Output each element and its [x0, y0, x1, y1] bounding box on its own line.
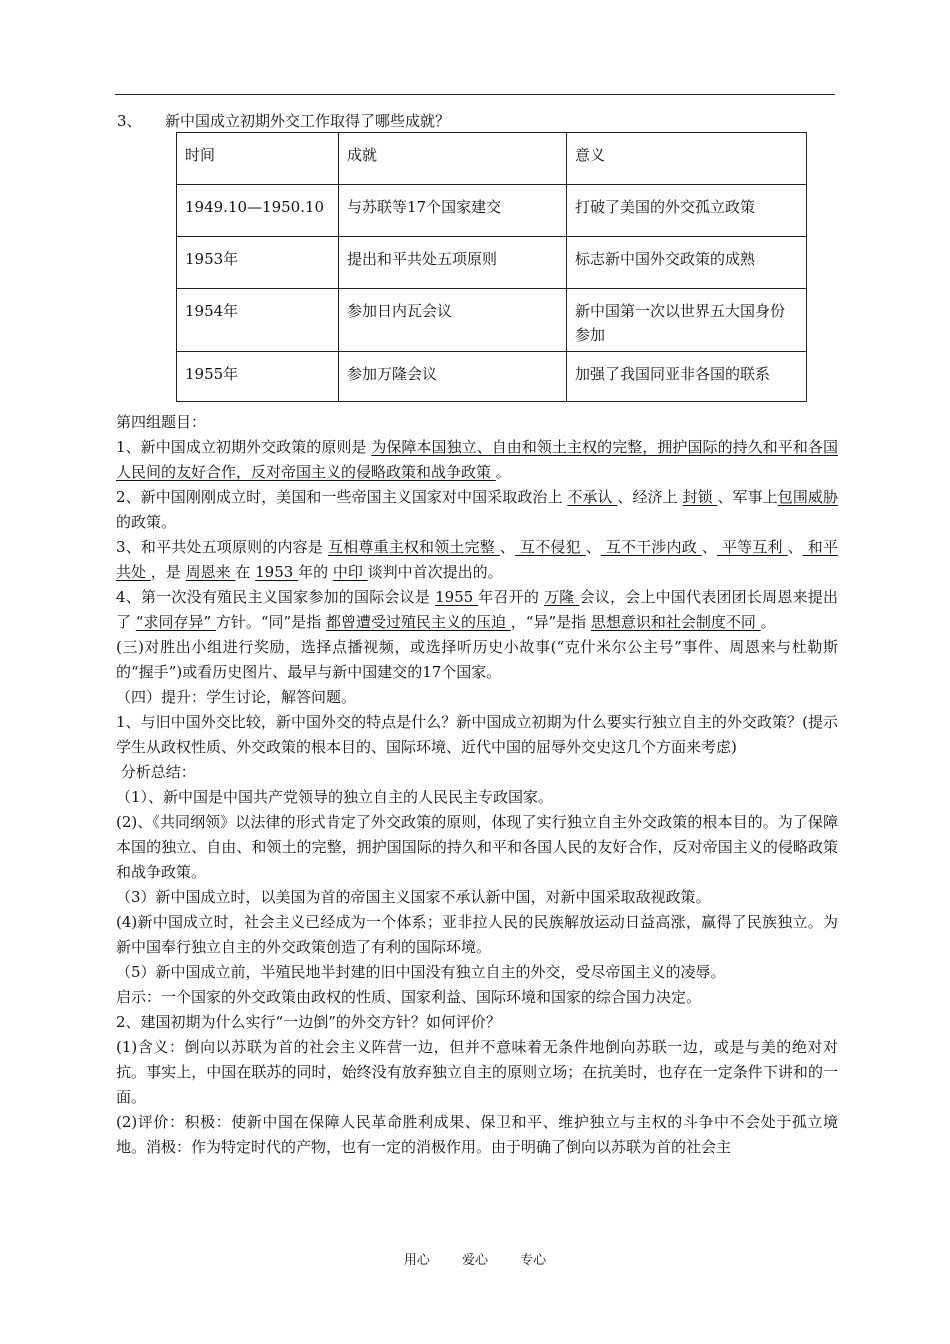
table-header-cell: 成就	[339, 133, 567, 185]
table-cell: 提出和平共处五项原则	[339, 237, 567, 289]
paragraph: 分析总结：	[116, 763, 196, 781]
table-row	[177, 352, 807, 402]
table-cell: 打破了美国的外交孤立政策	[567, 185, 807, 237]
q1-answer: 为保障本国独立、自由和领土主权的完整，拥护国际的持久和平和各国人民间的友好合作，反对帝国主义的侵略政策和战争政策	[116, 438, 838, 481]
footer-word: 用心	[403, 1253, 430, 1268]
q2-text: 2、新中国刚刚成立时，美国和一些帝国主义国家对中国采取政治上	[116, 488, 568, 506]
table-cell: 新中国第一次以世界五大国身份参加	[567, 289, 807, 352]
q4-end: 。	[760, 613, 776, 631]
table-cell: 参加万隆会议	[339, 352, 567, 402]
table-header-cell: 意义	[567, 133, 807, 185]
q4-text-4: 方针。“同”是指	[215, 613, 326, 631]
paragraph: (4)新中国成立时，社会主义已经成为一个体系；亚非拉人民的民族解放运动日益高涨，赢得了民族独立。为新中国奉行独立自主的外交政策创造了有利的国际环境。	[116, 913, 838, 956]
paragraph: （四）提升：学生讨论，解答问题。	[116, 688, 357, 706]
q4-text-2: 年召开的	[478, 588, 545, 606]
paragraph: 1、与旧中国外交比较，新中国外交的特点是什么？新中国成立初期为什么要实行独立自主的外交政策？(提示学生从政权性质、外交政策的根本目的、国际环境、近代中国的屈辱外交史这几个方面来考虑)	[116, 713, 838, 756]
paragraph: (三)对胜出小组进行奖励，选择点播视频，或选择听历史小故事(“克什米尔公主号”事件、周恩来与杜勒斯的“握手”)或看历史图片、最早与新中国建交的17个国家。	[116, 638, 838, 681]
q3-answer-1: 互相尊重主权和领土完整	[327, 538, 500, 556]
q3-answer-8: 中印	[332, 563, 368, 581]
q3-end: 谈判中首次提出的。	[367, 563, 503, 581]
footer-word: 爱心	[461, 1253, 488, 1268]
q2-text-3: 、军事上	[717, 488, 778, 506]
question-3-number: 3、	[117, 112, 142, 130]
q3-sep-7: 年的	[298, 563, 333, 581]
table-header-cell: 时间	[177, 133, 339, 185]
table-cell: 加强了我国同亚非各国的联系	[567, 352, 807, 402]
q2-answer-1: 不承认	[567, 488, 618, 506]
group4-question-4	[116, 585, 838, 635]
q2-answer-2: 封锁	[682, 488, 718, 506]
q3-answer-6: 周恩来	[185, 563, 236, 581]
q4-text-5: ，“异”是指	[510, 613, 591, 631]
q3-sep-2: 、	[585, 538, 601, 556]
group4-question-3	[116, 535, 838, 585]
q3-answer-2: 互不侵犯	[515, 538, 586, 556]
footer-word: 专心	[520, 1253, 547, 1268]
paragraph: (2)、《共同纲领》以法律的形式肯定了外交政策的原则，体现了实行独立自主外交政策的根本目的。为了保障本国的独立、自由、和领土的完整，拥护国国际的持久和平和各国人民的友好合作，反对帝国主义的侵略政策和战争政策。	[116, 813, 838, 881]
q3-sep-6: 在	[235, 563, 256, 581]
achievements-table	[176, 132, 807, 402]
table-header-row	[177, 133, 807, 185]
q4-answer-1: 1955	[435, 588, 479, 606]
q3-sep-3: 、	[701, 538, 718, 556]
table-cell: 与苏联等17个国家建交	[339, 185, 567, 237]
table-row	[177, 289, 807, 352]
q3-answer-4: 平等互利	[717, 538, 788, 556]
paragraph: (1)含义：倒向以苏联为首的社会主义阵营一边，但并不意味着无条件地倒向苏联一边，或是与美的绝对对抗。事实上，中国在联苏的同时，始终没有放弃独立自主的原则立场；在抗美时，也存在一定条件下讲和的一面。	[116, 1038, 838, 1106]
q2-text-2: 、经济上	[617, 488, 683, 506]
q2-end: 的政策。	[116, 513, 177, 531]
header-rule	[115, 94, 835, 95]
group4-question-1	[116, 435, 838, 485]
q3-answer-5: 和平共处	[116, 538, 838, 581]
paragraph: （3）新中国成立时，以美国为首的帝国主义国家不承认新中国，对新中国采取敌视政策。	[116, 888, 711, 906]
q4-answer-5: 思想意识和社会制度不同	[590, 613, 761, 631]
q4-text-3: 会议，会上中国代表团团长周恩来提出了	[116, 588, 838, 631]
q3-answer-7: 1953	[255, 563, 299, 581]
page-footer	[0, 1249, 950, 1268]
paragraph: （1）、新中国是中国共产党领导的独立自主的人民民主专政国家。	[116, 788, 554, 806]
q3-sep-4: 、	[787, 538, 803, 556]
document-body	[116, 410, 838, 1160]
paragraph: (2)评价：积极：使新中国在保障人民革命胜利成果、保卫和平、维护独立与主权的斗争中不会处于孤立境地。消极：作为特定时代的产物，也有一定的消极作用。由于明确了倒向以苏联为首的社会主	[116, 1113, 838, 1156]
q3-answer-3: 互不干涉内政	[600, 538, 702, 556]
paragraph: 启示：一个国家的外交政策由政权的性质、国家利益、国际环境和国家的综合国力决定。	[116, 988, 702, 1006]
table-cell: 1954年	[177, 289, 339, 352]
q3-sep-1: 、	[499, 538, 516, 556]
group4-title: 第四组题目：	[116, 413, 207, 431]
table-row	[177, 185, 807, 237]
question-3-text: 新中国成立初期外交工作取得了哪些成就？	[165, 112, 451, 130]
q4-answer-4: 都曾遭受过殖民主义的压迫	[326, 613, 511, 631]
q4-answer-3: “求同存异”	[135, 613, 216, 631]
q4-answer-2: 万隆	[544, 588, 580, 606]
q2-answer-3: 包围威胁	[777, 488, 838, 506]
question-3	[117, 110, 450, 132]
table-cell: 1949.10—1950.10	[177, 185, 339, 237]
q4-text: 4、第一次没有殖民主义国家参加的国际会议是	[116, 588, 436, 606]
q3-sep-5: ，是	[150, 563, 186, 581]
paragraph: 2、建国初期为什么实行“一边倒”的外交方针？如何评价？	[116, 1013, 501, 1031]
q1-text: 1、新中国成立初期外交政策的原则是	[116, 438, 372, 456]
table-cell: 标志新中国外交政策的成熟	[567, 237, 807, 289]
table-cell: 参加日内瓦会议	[339, 289, 567, 352]
q1-end: 。	[495, 463, 511, 481]
table-cell: 1955年	[177, 352, 339, 402]
table-row	[177, 237, 807, 289]
group4-question-2	[116, 485, 838, 535]
table-cell: 1953年	[177, 237, 339, 289]
paragraph: （5）新中国成立前，半殖民地半封建的旧中国没有独立自主的外交，受尽帝国主义的凌辱。	[116, 963, 726, 981]
q3-text: 3、和平共处五项原则的内容是	[116, 538, 328, 556]
